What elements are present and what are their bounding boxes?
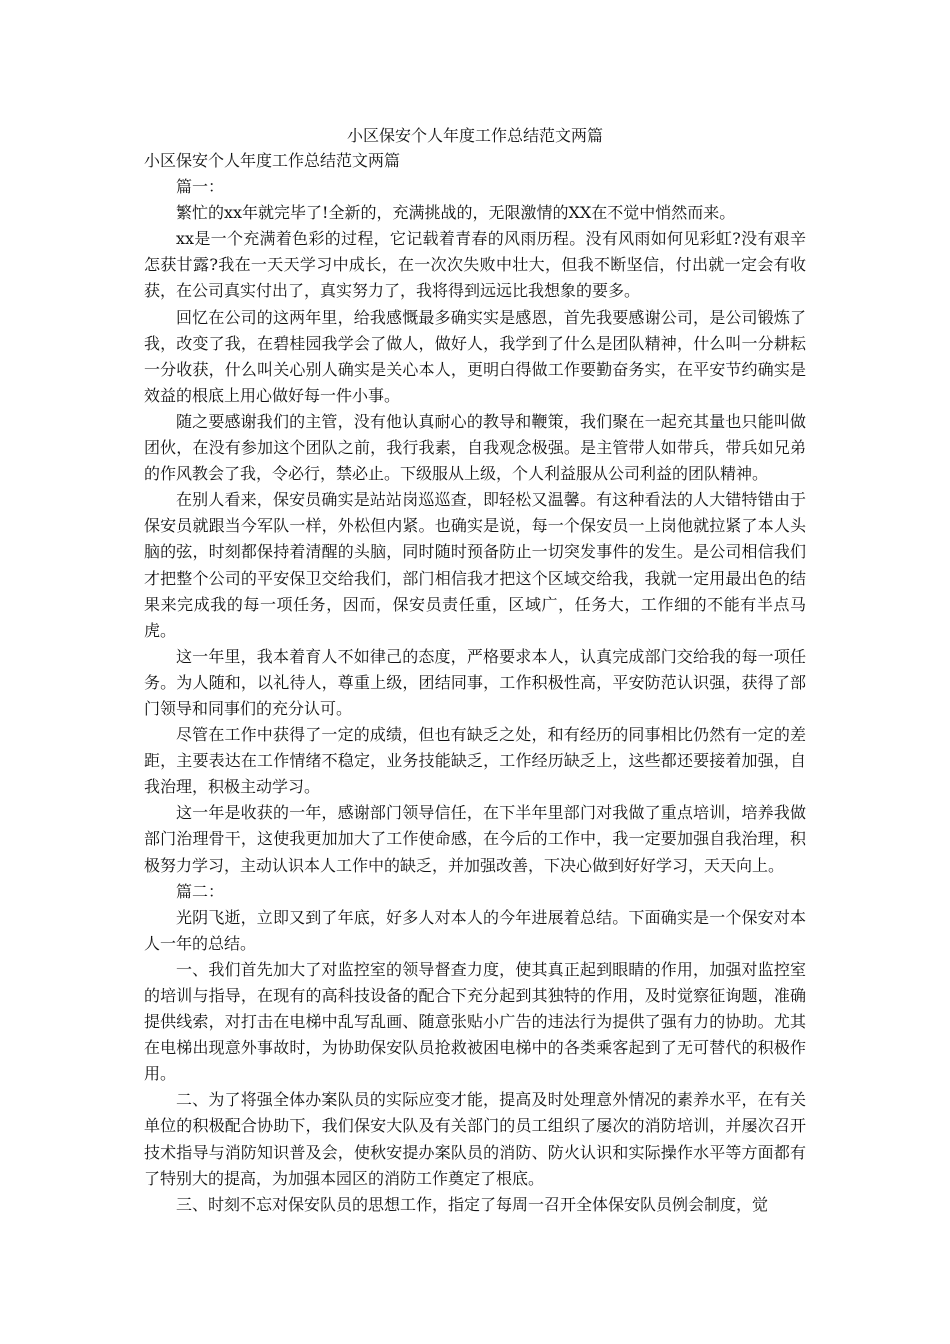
body-paragraph: 在别人看来，保安员确实是站站岗巡巡查，即轻松又温馨。有这种看法的人大错特错由于保安员就跟当今军队一样，外松但内紧。也确实是说，每一个保安员一上岗他就拉紧了本人头脑的弦，时刻都保持着清醒的头脑，同时随时预备防止一切突发事件的发生。是公司相信我们才把整个公司的平安保卫交给我们，部门相信我才把这个区域交给我，我就一定用最出色的结果来完成我的每一项任务，因而，保安员责任重，区域广，任务大，工作细的不能有半点马虎。 [144,490,806,640]
body-paragraph: 三、时刻不忘对保安队员的思想工作，指定了每周一召开全体保安队员例会制度，觉 [176,1194,769,1214]
body-paragraph: 这一年是收获的一年，感谢部门领导信任，在下半年里部门对我做了重点培训，培养我做部门治理骨干，这使我更加加大了工作使命感，在今后的工作中，我一定要加强自我治理，积极努力学习，主动认识本人工作中的缺乏，并加强改善，下决心做到好好学习，天天向上。 [144,803,806,875]
body-paragraph: 一、我们首先加大了对监控室的领导督查力度，使其真正起到眼睛的作用，加强对监控室的培训与指导，在现有的高科技设备的配合下充分起到其独特的作用，及时觉察征询题，准确提供线索，对打击在电梯中乱写乱画、随意张贴小广告的违法行为提供了强有力的协助。尤其在电梯出现意外事故时，为协助保安队员抢救被困电梯中的各类乘客起到了无可替代的积极作用。 [144,959,806,1084]
body-paragraph: 二、为了将强全体办案队员的实际应变才能，提高及时处理意外情况的素养水平，在有关单位的积极配合协助下，我们保安大队及有关部门的员工组织了屡次的消防培训，并屡次召开技术指导与消防知识普及会，使秋安提办案队员的消防、防火认识和实际操作水平等方面都有了特别大的提高，为加强本园区的消防工作奠定了根底。 [144,1090,806,1188]
document-subtitle: 小区保安个人年度工作总结范文两篇 [144,151,401,170]
document-body [144,148,806,1218]
body-paragraph: 尽管在工作中获得了一定的成绩，但也有缺乏之处，和有经历的同事相比仍然有一定的差距，主要表达在工作情绪不稳定，业务技能缺乏，工作经历缺乏上，这些都还要接着加强，自我治理，积极主动学习。 [144,725,806,797]
body-paragraph: 回忆在公司的这两年里，给我感慨最多确实实是感恩，首先我要感谢公司，是公司锻炼了我，改变了我，在碧桂园我学会了做人，做好人，我学到了什么是团队精神，什么叫一分耕耘一分收获，什么叫关心别人确实是关心本人，更明白得做工作要勤奋务实，在平安节约确实是效益的根底上用心做好每一件小事。 [144,307,806,405]
section-heading-two: 篇二： [176,881,225,901]
body-paragraph: 这一年里，我本着育人不如律己的态度，严格要求本人，认真完成部门交给我的每一项任务。为人随和，以礼待人，尊重上级，团结同事，工作积极性高，平安防范认识强，获得了部门领导和同事们的充分认可。 [144,646,806,718]
body-paragraph: xx是一个充满着色彩的过程，它记载着青春的风雨历程。没有风雨如何见彩虹?没有艰辛怎获甘露?我在一天天学习中成长，在一次次失败中壮大，但我不断坚信，付出就一定会有收获，在公司真实付出了，真实努力了，我将得到远远比我想象的要多。 [144,229,806,301]
body-paragraph: 随之要感谢我们的主管，没有他认真耐心的教导和鞭策，我们聚在一起充其量也只能叫做团伙，在没有参加这个团队之前，我行我素，自我观念极强。是主管带人如带兵，带兵如兄弟的作风教会了我，令必行，禁必止。下级服从上级，个人利益服从公司利益的团队精神。 [144,411,806,484]
section-heading-one: 篇一： [176,177,225,197]
document-title: 小区保安个人年度工作总结范文两篇 [346,126,603,145]
body-paragraph: 光阴飞逝，立即又到了年底，好多人对本人的今年进展着总结。下面确实是一个保安对本人一年的总结。 [144,907,806,953]
body-paragraph: 繁忙的xx年就完毕了!全新的，充满挑战的，无限激情的XX在不觉中悄然而来。 [176,203,736,223]
